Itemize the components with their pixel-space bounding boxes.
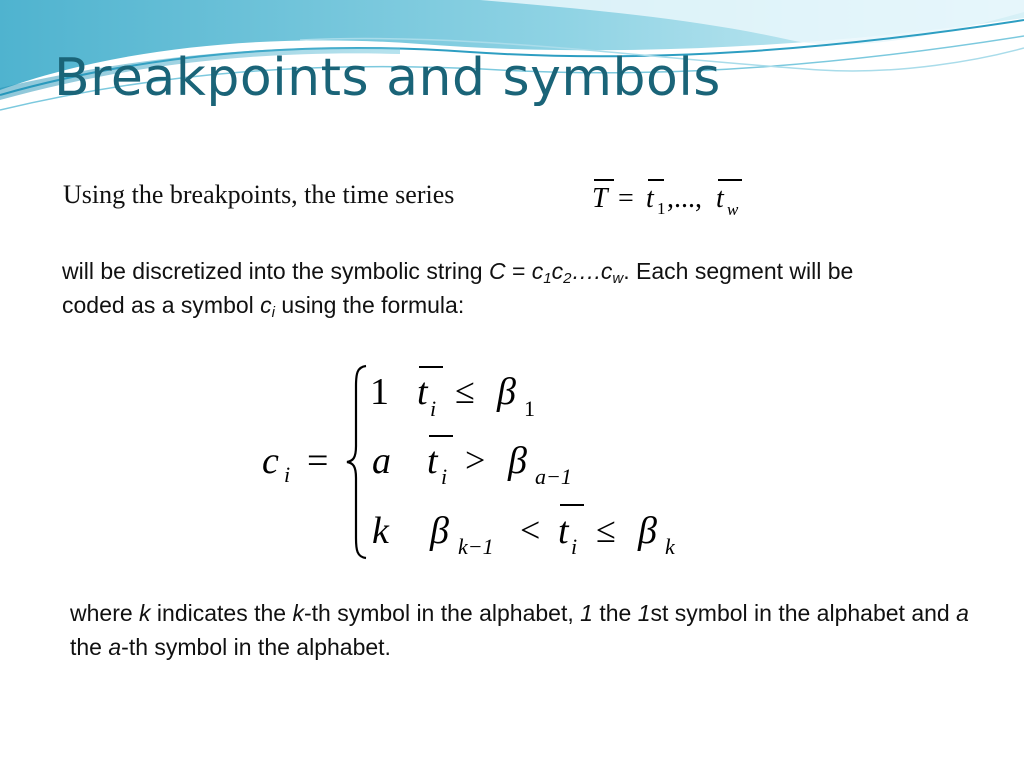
case3-beta-left: β xyxy=(430,510,449,552)
case2-op: > xyxy=(465,440,486,480)
case2-beta: β xyxy=(508,440,527,482)
discretization-paragraph xyxy=(62,254,882,322)
series-tw-sub: w xyxy=(727,200,739,219)
para1-cw: c xyxy=(600,258,613,284)
para2-t1: where xyxy=(70,600,140,626)
series-T-overline xyxy=(594,179,614,181)
case3-beta: β xyxy=(638,510,657,552)
pw-lhs-sub: i xyxy=(284,462,291,487)
case3-op: ≤ xyxy=(596,510,616,550)
pw-lhs-c: c xyxy=(262,440,279,482)
para1-eq: = xyxy=(505,258,532,284)
case1-t-sub: i xyxy=(430,396,437,421)
para2-one1: 1 xyxy=(580,600,593,626)
series-tw-overline xyxy=(718,179,742,181)
case1-op: ≤ xyxy=(455,371,475,411)
case3-t-sub: i xyxy=(571,534,578,559)
series-t1: t xyxy=(646,183,654,214)
case3-op-left: < xyxy=(520,510,541,550)
case1-t-overline xyxy=(419,366,443,368)
case1-beta-sub: 1 xyxy=(524,396,535,421)
para2-one2: 1 xyxy=(637,600,651,626)
para2-k2: k xyxy=(292,600,304,626)
case2-symbol: a xyxy=(372,440,391,482)
para1-c2: c xyxy=(551,258,564,284)
para1-ci-sub: i xyxy=(271,304,276,321)
para2-t5: st symbol in the alphabet and xyxy=(650,600,957,626)
para2-t2: indicates the xyxy=(150,600,293,626)
case3-symbol: k xyxy=(372,510,389,552)
case2-t-sub: i xyxy=(441,464,448,489)
case3-t: t xyxy=(558,510,569,552)
para2-t4: the xyxy=(592,600,638,626)
series-t1-sub: 1 xyxy=(657,199,666,218)
para1-text-b: . Each segment will be coded as a symbol xyxy=(62,258,854,318)
case2-t-overline xyxy=(429,435,453,437)
series-T: T xyxy=(592,183,608,214)
series-eq: = xyxy=(618,183,634,214)
para2-t6: the xyxy=(70,634,109,660)
para1-ci: c xyxy=(260,292,272,318)
para1-cw-sub: w xyxy=(612,270,624,287)
case3-beta-sub: k xyxy=(665,534,675,559)
case1-t: t xyxy=(417,371,428,413)
case3-t-overline xyxy=(560,504,584,506)
para2-a1: a xyxy=(956,600,969,626)
pw-eq: = xyxy=(307,440,329,482)
para2-t7: -th symbol in the alphabet. xyxy=(121,634,391,660)
para2-a2: a xyxy=(108,634,122,660)
para1-c1-sub: 1 xyxy=(543,270,552,287)
case1-beta: β xyxy=(497,371,516,413)
para2-t3: -th symbol in the alphabet, xyxy=(303,600,581,626)
case2-t: t xyxy=(427,440,438,482)
pw-brace xyxy=(344,362,370,562)
para1-text-c: using the formula: xyxy=(275,292,465,318)
para2-k1: k xyxy=(139,600,151,626)
para1-c1: c xyxy=(531,258,544,284)
series-tw: t xyxy=(716,183,724,214)
para1-text-a: will be discretized into the symbolic string xyxy=(62,258,489,284)
case2-beta-sub: a−1 xyxy=(535,464,572,489)
case1-symbol: 1 xyxy=(370,371,389,413)
series-t1-overline xyxy=(648,179,664,181)
series-sep: ,..., xyxy=(667,183,702,214)
para1-dots: …. xyxy=(571,258,601,284)
para1-C: C xyxy=(488,258,506,284)
para1-c2-sub: 2 xyxy=(563,270,572,287)
slide-title: Breakpoints and symbols xyxy=(54,48,721,108)
intro-text: Using the breakpoints, the time series xyxy=(63,180,455,209)
case3-beta-left-sub: k−1 xyxy=(458,534,494,559)
explanation-paragraph xyxy=(70,596,970,664)
